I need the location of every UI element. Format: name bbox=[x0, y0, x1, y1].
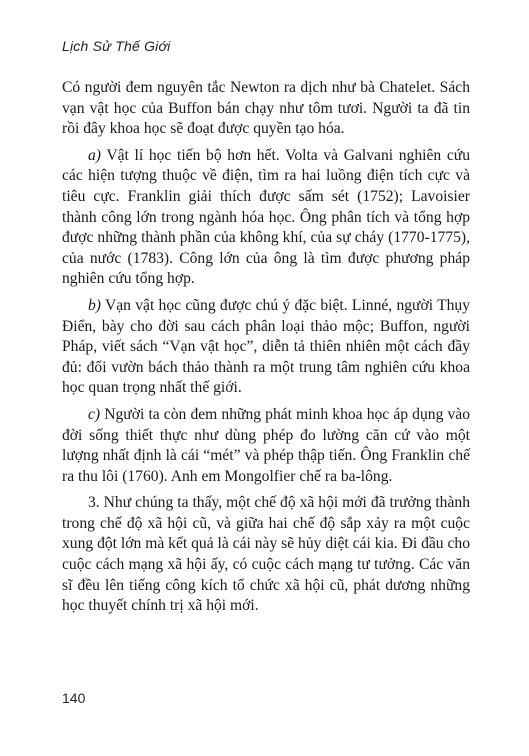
paragraph-text: Người ta còn đem những phát minh khoa học áp dụng vào đời sống thiết thực như dùng phép đo lường căn cứ vào một lượng nhất định là cái “mét” và phép thập tiến. Ông Franklin chế ra thu lôi (1760). Anh em Mongolfier chế ra ba-lông. bbox=[62, 405, 470, 485]
paragraph-text: Vạn vật học cũng được chú ý đặc biệt. Linné, người Thụy Điển, bày cho đời sau cách phân loại thảo mộc; Buffon, người Pháp, viết sách “Vạn vật học”, diễn tả thiên nhiên một cách đầy đủ: đổi vườn bách thảo thành ra một trung tâm nghiên cứu khoa học quan trọng nhất thế giới. bbox=[62, 296, 470, 397]
paragraph-lead: b) bbox=[88, 296, 101, 314]
paragraph-a bbox=[62, 146, 470, 290]
body-text bbox=[62, 78, 470, 617]
paragraph-text: 3. Như chúng ta thấy, một chế độ xã hội mới đã trưởng thành trong chế độ xã hội cũ, và giữa hai chế độ sắp xảy ra một cuộc xung đột lớn mà kết quả là cái này sẽ hủy diệt cái kia. Đi đầu cho cuộc cách mạng xã hội ấy, có cuộc cách mạng tư tưởng. Các văn sĩ đều lên tiếng công kích tổ chức xã hội cũ, phát dương những học thuyết chính trị xã hội mới. bbox=[62, 494, 470, 615]
page-number: 140 bbox=[62, 690, 86, 706]
paragraph-intro bbox=[62, 78, 470, 140]
paragraph-text: Có người đem nguyên tắc Newton ra dịch như bà Chatelet. Sách vạn vật học của Buffon bán chạy như tôm tươi. Người ta đã tin rồi đây khoa học sẽ đoạt được quyền tạo hóa. bbox=[62, 79, 470, 138]
paragraph-section-3 bbox=[62, 493, 470, 617]
paragraph-c bbox=[62, 405, 470, 487]
paragraph-b bbox=[62, 296, 470, 399]
running-header: Lịch Sử Thế Giới bbox=[62, 38, 171, 54]
paragraph-lead: a) bbox=[88, 146, 101, 164]
paragraph-lead: c) bbox=[88, 405, 101, 423]
paragraph-text: Vật lí học tiến bộ hơn hết. Volta và Galvani nghiên cứu các hiện tượng thuộc về điện, tìm ra hai luồng điện tích cực và tiêu cực. Franklin giải thích được sấm sét (1752); Lavoisier thành công lớn trong ngành hóa học. Ông phân tích và tổng hợp được những thành phần của không khí, của sự cháy (1770-1775), của nước (1783). Công lớn của ông là tìm được phương pháp nghiên cứu tổng hợp. bbox=[62, 146, 470, 288]
